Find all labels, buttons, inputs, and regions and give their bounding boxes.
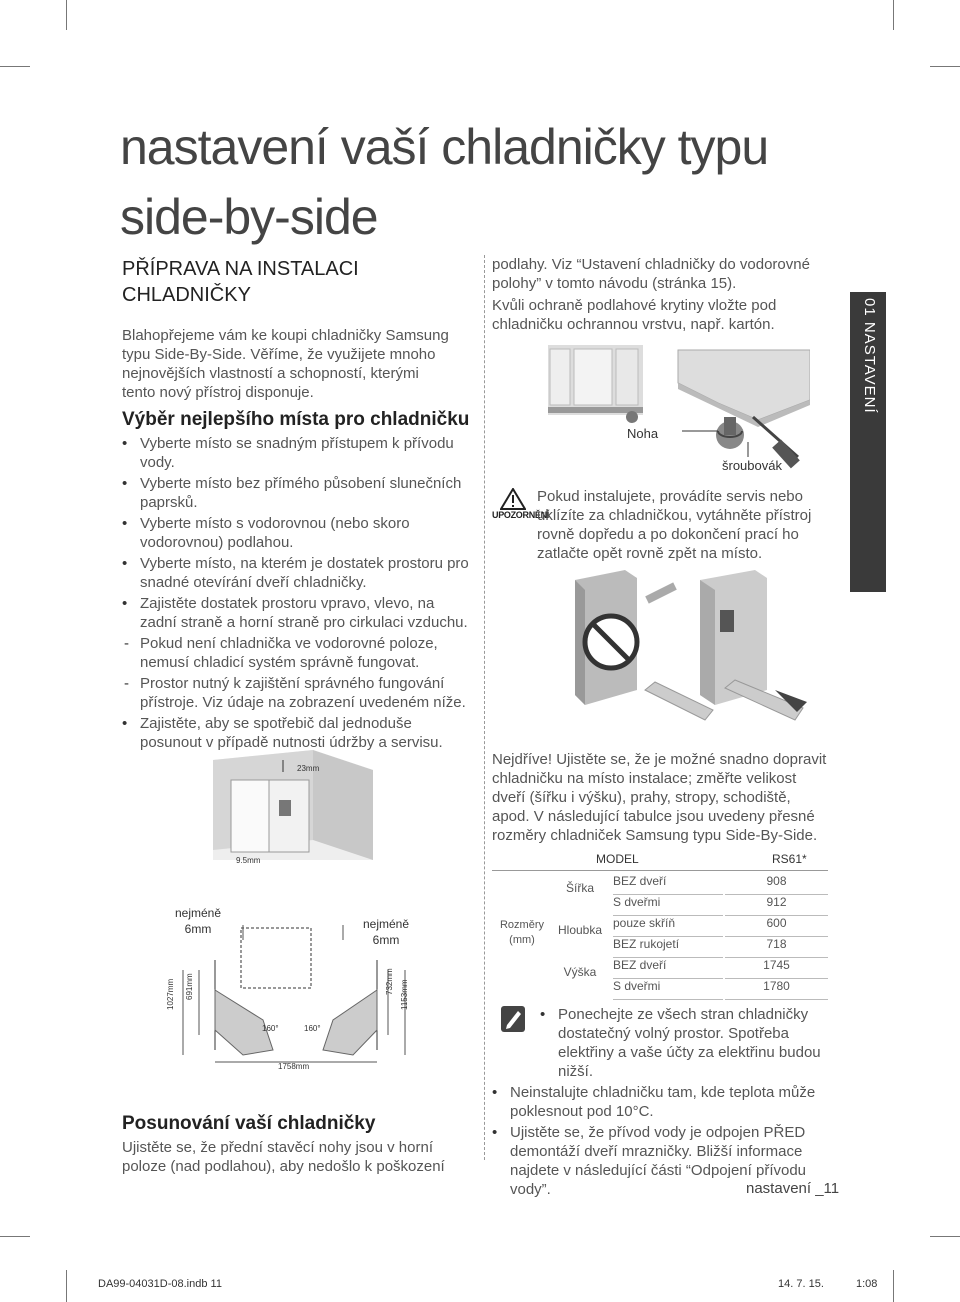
dim-732: 732mm — [385, 968, 394, 995]
dim-1758: 1758mm — [278, 1062, 310, 1071]
table-cell-group: Hloubka — [557, 923, 603, 937]
list-item: - Prostor nutný k zajištění správného fungování přístroje. Viz údaje na zobrazení uvedeném níže. — [122, 674, 472, 712]
table-row — [555, 976, 828, 997]
placement-list — [122, 434, 472, 754]
dimensions-table — [555, 871, 828, 997]
list-item: • Vyberte místo bez přímého působení slunečních paprsků. — [122, 474, 472, 512]
table-cell-value: 1780 — [725, 979, 828, 1000]
table-cell-value: 1745 — [725, 958, 828, 979]
moving-text: Ujistěte se, že přední stavěcí nohy jsou v horní poloze (nad podlahou), aby nedošlo k poškození — [122, 1139, 445, 1175]
dim-691: 691mm — [185, 973, 194, 1000]
print-date: 14. 7. 15. — [778, 1278, 824, 1290]
warning-icon — [500, 488, 526, 510]
table-row — [555, 871, 828, 895]
list-item: • Zajistěte, aby se spotřebič dal jednoduše posunout v případě nutnosti údržby a servisu. — [122, 714, 472, 752]
leveling-paragraph: podlahy. Viz “Ustavení chladničky do vodorovné polohy” v tomto návodu (stránka 15). — [492, 256, 810, 292]
crop-mark — [930, 66, 960, 67]
table-cell-condition: BEZ dveří — [613, 958, 723, 979]
crop-mark — [893, 0, 894, 30]
list-item: • Vyberte místo, na kterém je dostatek prostoru pro snadné otevírání dveří chladničky. — [122, 554, 472, 592]
table-cell-condition: S dveřmi — [613, 979, 723, 1000]
list-item: • Vyberte místo s vodorovnou (nebo skoro vodorovnou) podlahou. — [122, 514, 472, 552]
dim-1027: 1027mm — [166, 978, 175, 1010]
list-item: • Vyberte místo se snadným přístupem k přívodu vody. — [122, 434, 472, 472]
foot-label: Noha — [627, 426, 659, 441]
dim-side: 9.5mm — [236, 856, 261, 865]
crop-mark — [66, 0, 67, 30]
note-item: • Neinstalujte chladničku tam, kde teplota může poklesnout pod 10°C. — [492, 1083, 830, 1121]
table-header — [492, 849, 828, 871]
table-cell-condition: BEZ dveří — [613, 874, 723, 895]
print-file: DA99-04031D-08.indb 11 — [98, 1278, 222, 1290]
warning-text: Pokud instalujete, provádíte servis nebo uklízíte za chladničkou, vytáhněte přístroj rovně dopředu a po dokončení prací ho zatlačte opět rovně zpět na místo. — [537, 488, 812, 562]
table-cell-condition: S dveřmi — [613, 895, 723, 916]
protection-paragraph: Kvůli ochraně podlahové krytiny vložte pod chladničku ochrannou vrstvu, např. kartón. — [492, 297, 777, 333]
table-cell-condition: pouze skříň — [613, 916, 723, 937]
leveling-foot-illustration — [548, 345, 810, 475]
moving-fridge-illustration — [575, 570, 815, 728]
unit-label: Rozměry (mm) — [499, 919, 544, 946]
intro-paragraph: Blahopřejeme vám ke koupi chladničky Samsung typu Side-By-Side. Věříme, že využijete mnoho nejnovějších vlastností a schopností, kterými tento nový přístroj disponuje. — [122, 327, 449, 401]
section-heading: PŘÍPRAVA NA INSTALACI CHLADNIČKY — [122, 258, 359, 306]
page-title: nastavení vaší chladničky typu side-by-side — [120, 119, 769, 245]
angle-right: 160° — [304, 1024, 321, 1033]
table-cell-value: 908 — [725, 874, 828, 895]
dim-1153: 1153mm — [400, 979, 409, 1010]
crop-mark — [0, 1236, 30, 1237]
note-item: • Ponechejte ze všech stran chladničky dostatečný volný prostor. Spotřeba elektřiny a vaše účty za elektřinu budou nižší. — [540, 1005, 830, 1081]
table-cell-group: Výška — [563, 965, 597, 979]
subheading-placement: Výběr nejlepšího místa pro chladničku — [122, 409, 470, 430]
crop-mark — [66, 1270, 67, 1302]
table-row — [555, 955, 828, 979]
column-divider — [484, 255, 485, 1160]
screwdriver-label: šroubovák — [722, 458, 782, 473]
table-cell-value: 912 — [725, 895, 828, 916]
table-cell-condition: BEZ rukojetí — [613, 937, 723, 958]
min-left-label: nejméně 6mm — [174, 906, 222, 936]
table-cell-value: 600 — [725, 916, 828, 937]
table-row — [555, 913, 828, 937]
crop-mark — [893, 1270, 894, 1302]
warning-label: UPOZORNĚNÍ — [492, 510, 550, 520]
angle-left: 160° — [262, 1024, 279, 1033]
crop-mark — [0, 66, 30, 67]
table-row — [555, 892, 828, 913]
notes-list — [492, 1005, 830, 1201]
chapter-tab-label: 01 NASTAVENÍ — [861, 298, 878, 414]
moving-heading: Posunování vaší chladničky — [122, 1113, 376, 1134]
table-cell-value: 718 — [725, 937, 828, 958]
list-item: - Pokud není chladnička ve vodorovné poloze, nemusí chladicí systém správně fungovat. — [122, 634, 472, 672]
min-right-label: nejméně 6mm — [362, 917, 410, 947]
table-row — [555, 934, 828, 955]
print-time: 1:08 — [856, 1278, 878, 1290]
note-item: • Ujistěte se, že přívod vody je odpojen PŘED demontáží dveří mrazničky. Bližší informace najdete v následující části “Odpojení přívodu vody”. — [492, 1123, 830, 1199]
crop-mark — [930, 1236, 960, 1237]
list-item: • Zajistěte dostatek prostoru vpravo, vlevo, na zadní straně a horní straně pro cirkulaci vzduchu. — [122, 594, 472, 632]
chapter-tab-label-wrap — [850, 292, 886, 592]
measure-paragraph: Nejdříve! Ujistěte se, že je možné snadno dopravit chladničku na místo instalace; změřte velikost dveří (šířku i výšku), prahy, stropy, schodiště, apod. V následující tabulce jsou uvedeny přesné rozměry chladniček Samsung typu Side-By-Side. — [492, 751, 827, 844]
dim-top: 23mm — [297, 764, 320, 773]
page-number: nastavení _11 — [746, 1180, 840, 1197]
table-cell-group: Šířka — [565, 881, 594, 895]
model-header: MODEL — [596, 852, 639, 866]
rs-header: RS61* — [772, 852, 807, 866]
